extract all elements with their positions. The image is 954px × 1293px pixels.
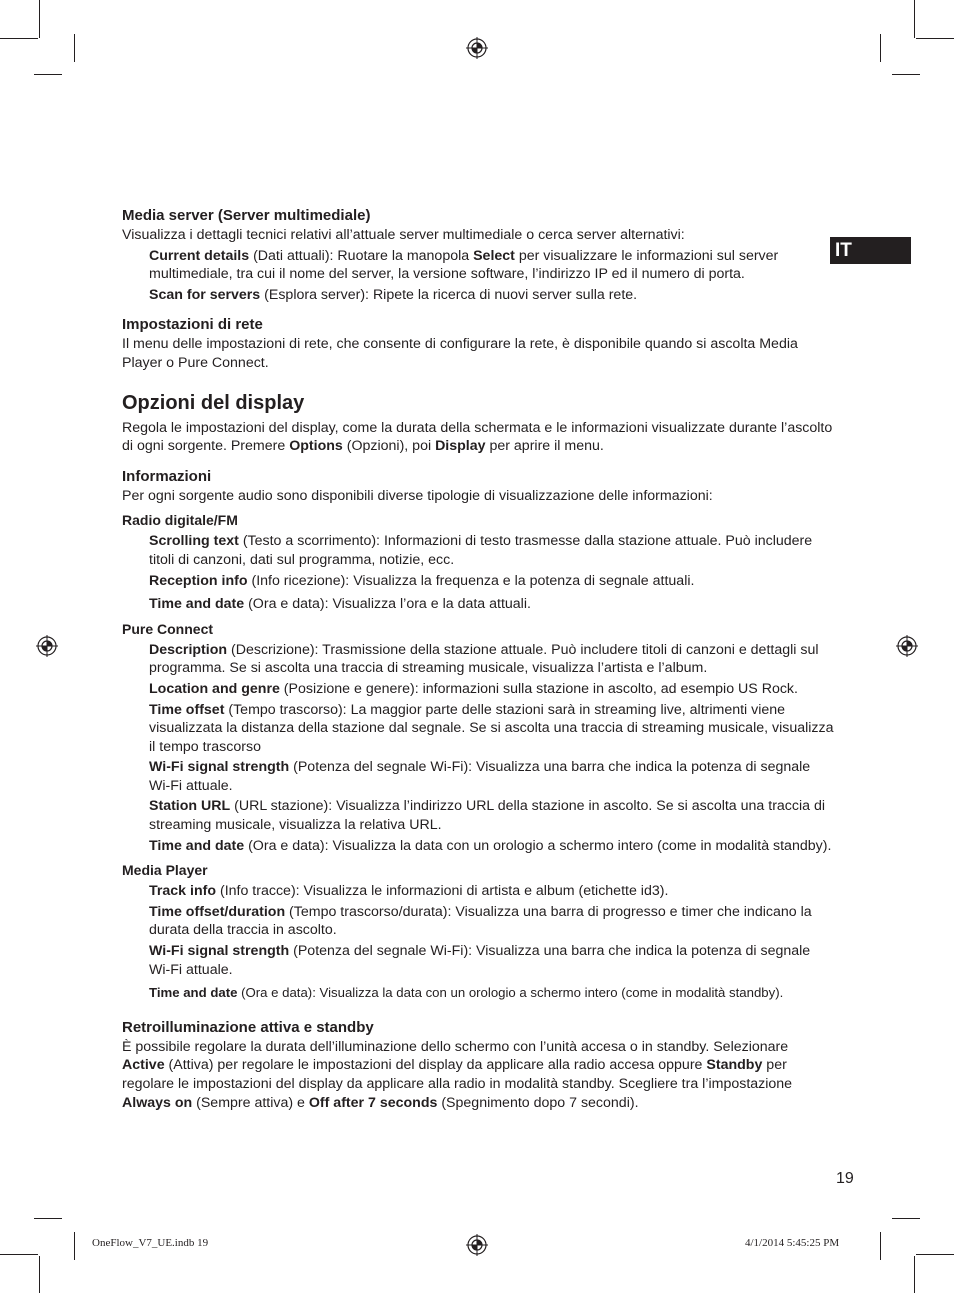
definition-item: Station URL (URL stazione): Visualizza l’indirizzo URL della stazione in ascolto. Se si ascolta una traccia di streaming musicale, visualizza la relativa URL. bbox=[149, 798, 826, 834]
page-title: Opzioni del display bbox=[122, 391, 305, 414]
slug-timestamp: 4/1/2014 5:45:25 PM bbox=[745, 1237, 840, 1249]
section-heading: Media server (Server multimediale) bbox=[122, 207, 371, 224]
section-heading: Impostazioni di rete bbox=[122, 316, 263, 334]
description: (Esplora server): Ripete la ricerca di nuovi server sulla rete. bbox=[260, 286, 638, 303]
crop-mark bbox=[34, 1218, 62, 1219]
slug-filename: OneFlow_V7_UE.indb 19 bbox=[92, 1237, 209, 1249]
registration-mark-icon bbox=[896, 635, 918, 657]
definition-item: Description (Descrizione): Trasmissione della stazione attuale. Può includere titoli di canzoni e dettagli sul programma. Se si ascolta una traccia di streaming musicale, visualizza l’artista e l’album. bbox=[149, 641, 819, 677]
definition-item: Track info (Info tracce): Visualizza le informazioni di artista e album (etichette id3). bbox=[149, 883, 669, 900]
term: Options bbox=[289, 438, 343, 455]
subsection-heading: Media Player bbox=[122, 862, 208, 879]
section-heading: Informazioni bbox=[122, 467, 212, 485]
definition-item: Time and date (Ora e data): Visualizza la data con un orologio a schermo intero (come in modalità standby). bbox=[149, 837, 832, 854]
subsection-heading: Pure Connect bbox=[122, 620, 214, 637]
definition-item: Time offset/duration (Tempo trascorso/durata): Visualizza una barra di progresso e timer che indicano la durata della traccia in ascolto. bbox=[149, 903, 812, 939]
registration-mark-icon bbox=[466, 37, 488, 59]
crop-mark bbox=[74, 34, 75, 62]
definition-item bbox=[122, 247, 834, 284]
crop-mark bbox=[0, 1254, 38, 1255]
definition-item: Location and genre (Posizione e genere): informazioni sulla stazione in ascolto, ad esempio US Rock. bbox=[149, 680, 798, 697]
crop-mark bbox=[34, 74, 62, 75]
crop-mark bbox=[39, 0, 40, 38]
language-tab: IT bbox=[830, 237, 911, 264]
paragraph: Il menu delle impostazioni di rete, che consente di configurare la rete, è disponibile quando si ascolta Media Player o Pure Connect. bbox=[122, 336, 798, 371]
description: (Dati attuali): Ruotare la manopola bbox=[249, 247, 474, 264]
description: per visualizzare le informazioni sul server multimediale, tra cui il nome del server, la versione software, l’indirizzo IP ed il numero di porta. bbox=[149, 247, 779, 283]
paragraph: Visualizza i dettagli tecnici relativi all’attuale server multimediale o cerca server alternativi: bbox=[122, 227, 685, 243]
paragraph: Regola le impostazioni del display, come la durata della schermata e le informazioni visualizzate durante l’ascolto di ogni sorgente. Premere Options (Opzioni), poi Display per aprire il menu. bbox=[122, 419, 833, 455]
page-number: 19 bbox=[836, 1170, 854, 1187]
definition-item bbox=[122, 286, 834, 305]
paragraph: È possibile regolare la durata dell’illuminazione dello schermo con l’unità accesa o in standby. Selezionare Active (Attiva) per regolare le impostazioni del display da applicare alla radio accesa oppure Standby per regolare le impostazioni del display da applicare alla radio in modalità standby. Scegliere tra l’impostazione Always on (Sempre attiva) e Off after 7 seconds (Spegnimento dopo 7 secondi). bbox=[122, 1038, 793, 1111]
crop-mark bbox=[39, 1256, 40, 1293]
term: Current details bbox=[149, 247, 250, 264]
paragraph: Per ogni sorgente audio sono disponibili diverse tipologie di visualizzazione delle informazioni: bbox=[122, 487, 713, 504]
crop-mark bbox=[916, 38, 954, 39]
definition-item: Time offset (Tempo trascorso): La maggior parte delle stazioni sarà in streaming live, altrimenti viene visualizzata la distanza della stazione dal segnale. Se si ascolta una traccia di streaming musicale, visualizza il tempo trascorso bbox=[149, 701, 834, 755]
crop-mark bbox=[74, 1232, 75, 1260]
crop-mark bbox=[914, 0, 915, 38]
term: Select bbox=[473, 247, 515, 264]
section-heading: Retroilluminazione attiva e standby bbox=[122, 1018, 374, 1036]
definition-item: Reception info (Info ricezione): Visualizza la frequenza e la potenza di segnale attuali. bbox=[149, 572, 695, 589]
definition-item: Time and date (Ora e data): Visualizza la data con un orologio a schermo intero (come in modalità standby). bbox=[149, 985, 784, 1001]
definition-item: Time and date (Ora e data): Visualizza l’ora e la data attuali. bbox=[149, 596, 531, 613]
term: Scan for servers bbox=[149, 286, 261, 303]
crop-mark bbox=[0, 38, 38, 39]
subsection-heading: Radio digitale/FM bbox=[122, 512, 238, 529]
definition-item: Wi-Fi signal strength (Potenza del segnale Wi-Fi): Visualizza una barra che indica la potenza di segnale Wi-Fi attuale. bbox=[149, 759, 811, 794]
page-content bbox=[122, 206, 834, 1112]
crop-mark bbox=[892, 1218, 920, 1219]
crop-mark bbox=[880, 34, 881, 62]
registration-mark-icon bbox=[36, 635, 58, 657]
definition-item: Wi-Fi signal strength (Potenza del segnale Wi-Fi): Visualizza una barra che indica la potenza di segnale Wi-Fi attuale. bbox=[149, 943, 811, 978]
crop-mark bbox=[892, 74, 920, 75]
crop-mark bbox=[880, 1232, 881, 1260]
crop-mark bbox=[914, 1256, 915, 1293]
crop-mark bbox=[916, 1254, 954, 1255]
definition-item: Scrolling text (Testo a scorrimento): Informazioni di testo trasmesse dalla stazione attuale. Può includere titoli di canzoni, dati sul programma, notizie, ecc. bbox=[149, 533, 813, 568]
term: Display bbox=[435, 438, 486, 455]
registration-mark-icon bbox=[466, 1234, 488, 1256]
